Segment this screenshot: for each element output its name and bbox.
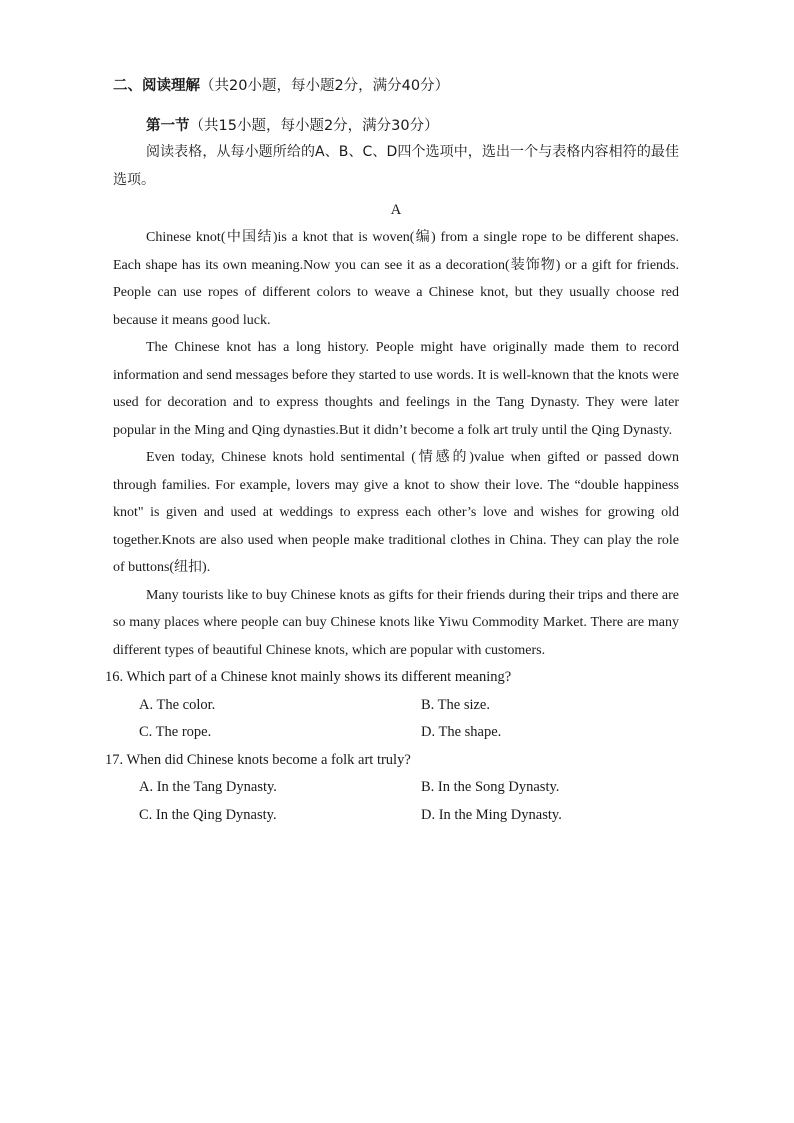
passage-paragraph: Chinese knot(中国结)is a knot that is woven(编) from a single rope to be different shapes. Each shape has its own meaning.Now you can see it as a decoration(装饰物) or a gift for friends. People can use ropes of different colors to weave a Chinese knot, but they usually choose red because it means good luck. — [113, 230, 679, 328]
subsection-title: 第一节 — [146, 118, 190, 134]
passage-paragraph: Even today, Chinese knots hold sentimental (情感的)value when gifted or passed down through families. For example, lovers may give a knot to show their love. The “double happiness knot" is given and used at weddings to express each other’s love and wishes for growing old together.Knots are also used when people make traditional clothes in China. They can play the role of buttons(纽扣). — [113, 450, 679, 575]
instruction-text: 阅读表格，从每小题所给的A、B、C、D四个选项中，选出一个与表格内容相符的最佳选项。 — [113, 144, 679, 188]
passage-paragraph: The Chinese knot has a long history. People might have originally made them to record information and send messages before they started to use words. It is well-known that the knots were used for decoration and to express thoughts and feelings in the Tang Dynasty. They were later popular in the Ming and Qing dynasties.But it didn’t become a folk art truly until the Qing Dynasty. — [113, 340, 679, 438]
option-a[interactable]: A. The color. — [139, 696, 216, 713]
question-17 — [105, 747, 679, 830]
subsection-note: （共15小题，每小题2分，满分30分） — [189, 118, 439, 134]
question-16 — [105, 664, 679, 747]
subsection-heading — [146, 116, 679, 136]
question-stem: 17. When did Chinese knots become a folk art truly? — [105, 751, 411, 768]
question-stem: 16. Which part of a Chinese knot mainly shows its different meaning? — [105, 669, 512, 685]
section-heading — [113, 76, 679, 96]
passage-label: A — [390, 202, 402, 218]
section-note: （共20小题，每小题2分，满分40分） — [200, 78, 450, 94]
option-b[interactable]: B. In the Song Dynasty. — [421, 779, 560, 795]
option-list — [139, 774, 679, 829]
option-c[interactable]: C. The rope. — [139, 724, 212, 740]
passage-paragraph: Many tourists like to buy Chinese knots as gifts for their friends during their trips and there are so many places where people can buy Chinese knots like Yiwu Commodity Market. There are many different types of beautiful Chinese knots, which are popular with customers. — [113, 587, 679, 658]
option-b[interactable]: B. The size. — [421, 696, 490, 713]
option-d[interactable]: D. The shape. — [421, 724, 502, 740]
option-a[interactable]: A. In the Tang Dynasty. — [139, 779, 277, 795]
section-title: 二、阅读理解 — [113, 78, 200, 94]
option-c[interactable]: C. In the Qing Dynasty. — [139, 806, 277, 823]
exam-page — [105, 70, 679, 829]
passage-body — [113, 224, 679, 664]
option-list — [139, 692, 679, 747]
option-d[interactable]: D. In the Ming Dynasty. — [421, 806, 562, 823]
